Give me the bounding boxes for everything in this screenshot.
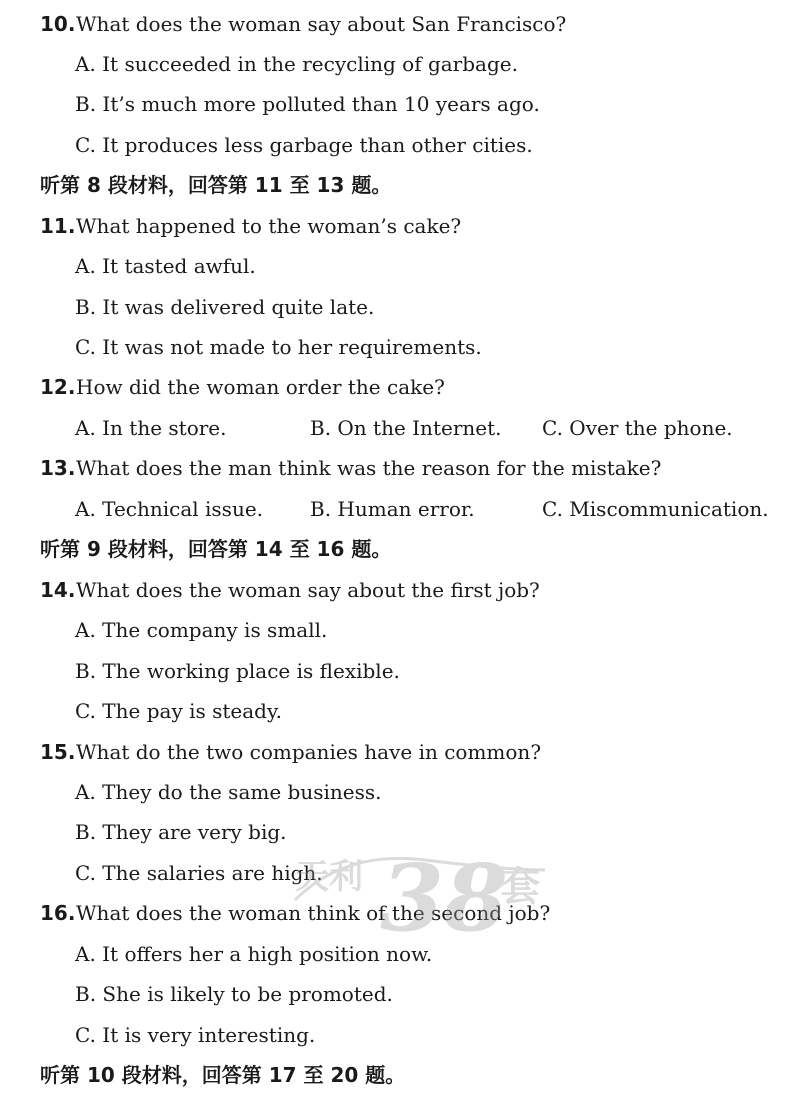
section-heading-10 [0, 1055, 800, 1095]
option-b-text: B. She is likely to be promoted. [75, 982, 393, 1006]
option-b-text: B. Human error. [310, 497, 475, 521]
option-b-text: B. They are very big. [75, 820, 287, 844]
question-stem: How did the woman order the cake? [76, 375, 445, 399]
question-number: 13. [40, 456, 76, 480]
question-number: 15. [40, 740, 76, 764]
option-a-text: A. It offers her a high position now. [75, 942, 433, 966]
question-stem: What does the woman say about the first job? [76, 578, 540, 602]
question-stem: What happened to the woman’s cake? [76, 214, 462, 238]
question-11 [0, 206, 800, 246]
section-heading-text: 听第 10 段材料，回答第 17 至 20 题。 [40, 1063, 406, 1087]
option-a-text: A. It tasted awful. [75, 254, 256, 278]
question-stem: What does the woman say about San Francisco? [76, 12, 567, 36]
option-c-text: C. The pay is steady. [75, 699, 282, 723]
option-a-text: A. They do the same business. [75, 780, 382, 804]
question-number: 12. [40, 375, 76, 399]
option-b-text: B. It was delivered quite late. [75, 295, 375, 319]
option-c-text: C. It produces less garbage than other cities. [75, 133, 533, 157]
question-stem: What do the two companies have in common? [76, 740, 542, 764]
options-row [0, 408, 800, 448]
option-c-text: C. Miscommunication. [542, 497, 769, 521]
option-b [0, 84, 800, 124]
option-c-text: C. It is very interesting. [75, 1023, 316, 1047]
option-a [0, 772, 800, 812]
watermark-text-num: 38 [380, 844, 509, 950]
question-stem: What does the woman think of the second job? [76, 901, 551, 925]
option-a-text: A. It succeeded in the recycling of garbage. [75, 52, 518, 76]
option-c [0, 327, 800, 367]
option-c [0, 691, 800, 731]
section-heading-9 [0, 529, 800, 569]
watermark-text-right: 套 [500, 864, 540, 910]
question-10 [0, 4, 800, 44]
question-number: 10. [40, 12, 76, 36]
option-a-text: A. The company is small. [75, 618, 328, 642]
option-b [0, 974, 800, 1014]
question-13 [0, 448, 800, 488]
option-a-text: A. In the store. [75, 416, 227, 440]
section-heading-text: 听第 9 段材料，回答第 14 至 16 题。 [40, 537, 392, 561]
watermark-text-left: 天利 [295, 857, 363, 897]
option-b [0, 651, 800, 691]
option-c [0, 125, 800, 165]
option-b-text: B. The working place is flexible. [75, 659, 400, 683]
section-heading-text: 听第 8 段材料，回答第 11 至 13 题。 [40, 173, 392, 197]
option-b-text: B. It’s much more polluted than 10 years ago. [75, 92, 540, 116]
option-b [0, 287, 800, 327]
option-c-text: C. Over the phone. [542, 416, 733, 440]
question-14 [0, 570, 800, 610]
watermark-logo [285, 830, 555, 950]
option-a-text: A. Technical issue. [75, 497, 264, 521]
options-row [0, 489, 800, 529]
option-b-text: B. On the Internet. [310, 416, 502, 440]
question-15 [0, 732, 800, 772]
question-number: 16. [40, 901, 76, 925]
option-a [0, 44, 800, 84]
option-a [0, 610, 800, 650]
option-c-text: C. The salaries are high. [75, 861, 323, 885]
question-stem: What does the man think was the reason for the mistake? [76, 456, 662, 480]
question-number: 14. [40, 578, 76, 602]
option-a [0, 246, 800, 286]
option-c-text: C. It was not made to her requirements. [75, 335, 482, 359]
question-12 [0, 367, 800, 407]
option-c [0, 1015, 800, 1055]
section-heading-8 [0, 165, 800, 205]
question-number: 11. [40, 214, 76, 238]
